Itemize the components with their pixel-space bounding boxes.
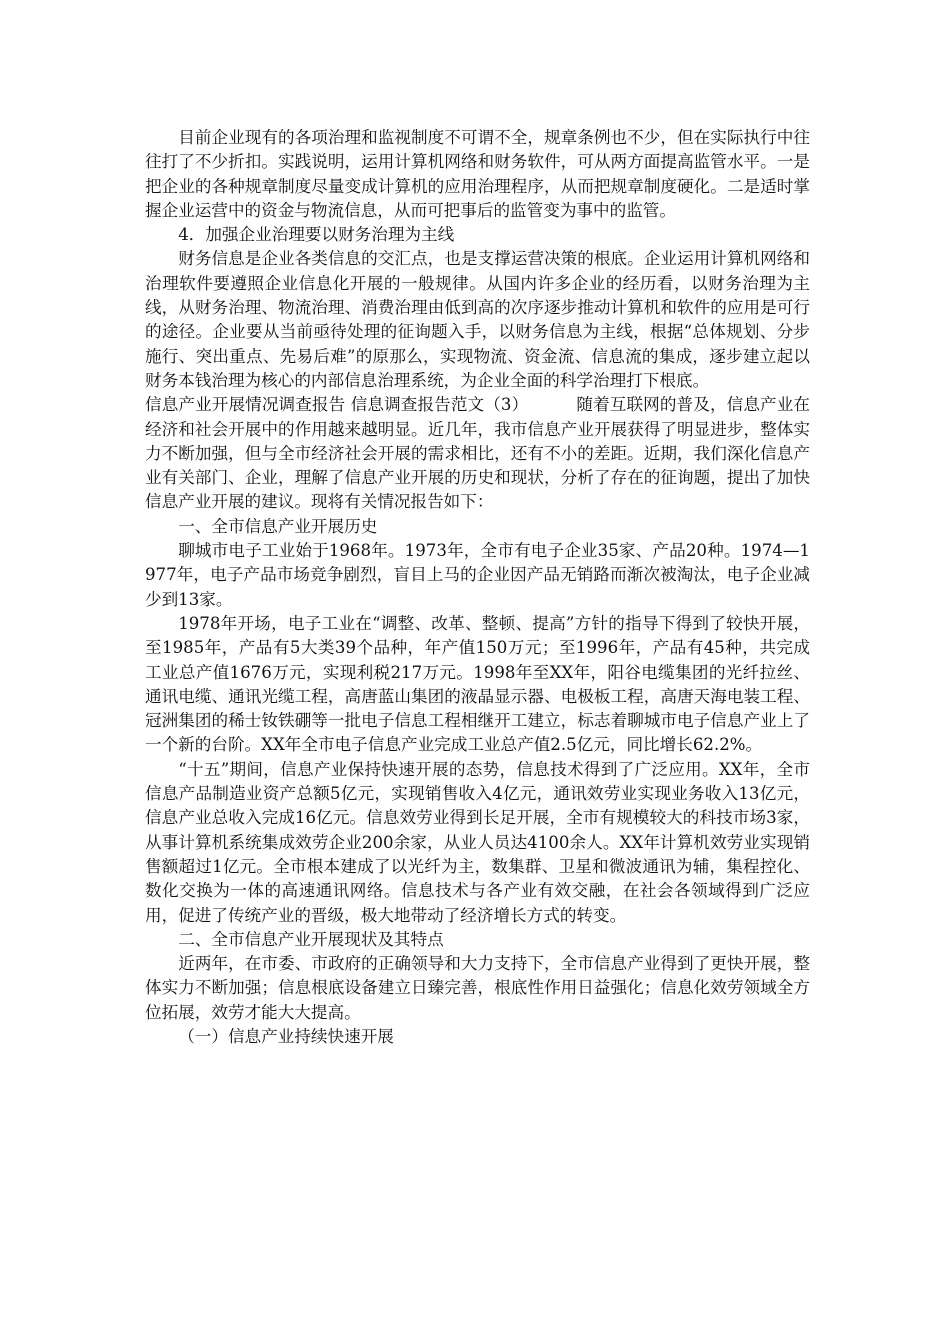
section-heading-history: 一、全市信息产业开展历史 [178,516,378,536]
paragraph-history-1978: 1978年开场，电子工业在“调整、改革、整顿、提高”方针的指导下得到了较快开展，至1985年，产品有5大类39个品种，年产值150万元；至1996年，产品有45种，共完成工业总产值1676万元，实现利税217万元。1998年至XX年，阳谷电缆集团的光纤拉丝、通讯电缆、通讯光缆工程，高唐蓝山集团的液晶显示器、电极板工程，高唐天海电装工程、冠洲集团的稀士钕铁硼等一批电子信息工程相继开工建立，标志着聊城市电子信息产业上了一个新的台阶。XX年全市电子信息产业完成工业总产值2.5亿元，同比增长62.2%。 [145,613,810,755]
paragraph-supervision: 目前企业现有的各项治理和监视制度不可谓不全，规章条例也不少，但在实际执行中往往打了不少折扣。实践说明，运用计算机网络和财务软件，可从两方面提高监管水平。一是把企业的各种规章制度尽量变成计算机的应用治理程序，从而把规章制度硬化。二是适时掌握企业运营中的资金与物流信息，从而可把事后的监管变为事中的监管。 [145,128,810,220]
document-page [145,126,810,1049]
report-title: 信息产业开展情况调查报告 信息调查报告范文（3） [145,395,529,415]
paragraph-report-intro [145,393,810,514]
paragraph-financial-info: 财务信息是企业各类信息的交汇点，也是支撑运营决策的根底。企业运用计算机网络和治理软件要遵照企业信息化开展的一般规律。从国内许多企业的经历看，以财务治理为主线，从财务治理、物流治理、消费治理由低到高的次序逐步推动计算机和软件的应用是可行的途径。企业要从当前亟待处理的征询题入手，以财务信息为主线，根据“总体规划、分步施行、突出重点、先易后难”的原那么，实现物流、资金流、信息流的集成，逐步建立起以财务本钱治理为核心的内部信息治理系统，为企业全面的科学治理打下根底。 [145,249,810,390]
report-intro-text: 随着互联网的普及，信息产业在经济和社会开展中的作用越来越明显。近几年，我市信息产业开展获得了明显进步，整体实力不断加强，但与全市经济社会开展的需求相比，还有不小的差距。近期，我们深化信息产业有关部门、企业，理解了信息产业开展的历史和现状，分析了存在的征询题，提出了加快信息产业开展的建议。现将有关情况报告如下： [145,395,811,512]
subsection-heading-1: （一）信息产业持续快速开展 [178,1026,394,1046]
paragraph-recent-two-years: 近两年，在市委、市政府的正确领导和大力支持下，全市信息产业得到了更快开展，整体实力不断加强；信息根底设备建立日臻完善，根底性作用日益强化；信息化效劳领域全方位拓展，效劳才能大大提高。 [145,954,810,1022]
paragraph-history-1968: 聊城市电子工业始于1968年。1973年，全市有电子企业35家、产品20种。1974—1977年，电子产品市场竞争剧烈，盲目上马的企业因产品无销路而渐次被淘汰，电子企业减少到13家。 [145,541,810,609]
section-heading-status: 二、全市信息产业开展现状及其特点 [178,929,444,949]
paragraph-tenth-five-year: “十五”期间，信息产业保持快速开展的态势，信息技术得到了广泛应用。XX年，全市信息产品制造业资产总额5亿元，实现销售收入4亿元，通讯效劳业实现业务收入13亿元，信息产业总收入完成16亿元。信息效劳业得到长足开展，全市有规模较大的科技市场3家，从事计算机系统集成效劳企业200余家，从业人员达4100余人。XX年计算机效劳业实现销售额超过1亿元。全市根本建成了以光纤为主，数集群、卫星和微波通讯为辅，集程控化、数化交换为一体的高速通讯网络。信息技术与各产业有效交融，在社会各领域得到广泛应用，促进了传统产业的晋级，极大地带动了经济增长方式的转变。 [145,759,810,925]
section-heading-4: 4．加强企业治理要以财务治理为主线 [178,225,455,245]
